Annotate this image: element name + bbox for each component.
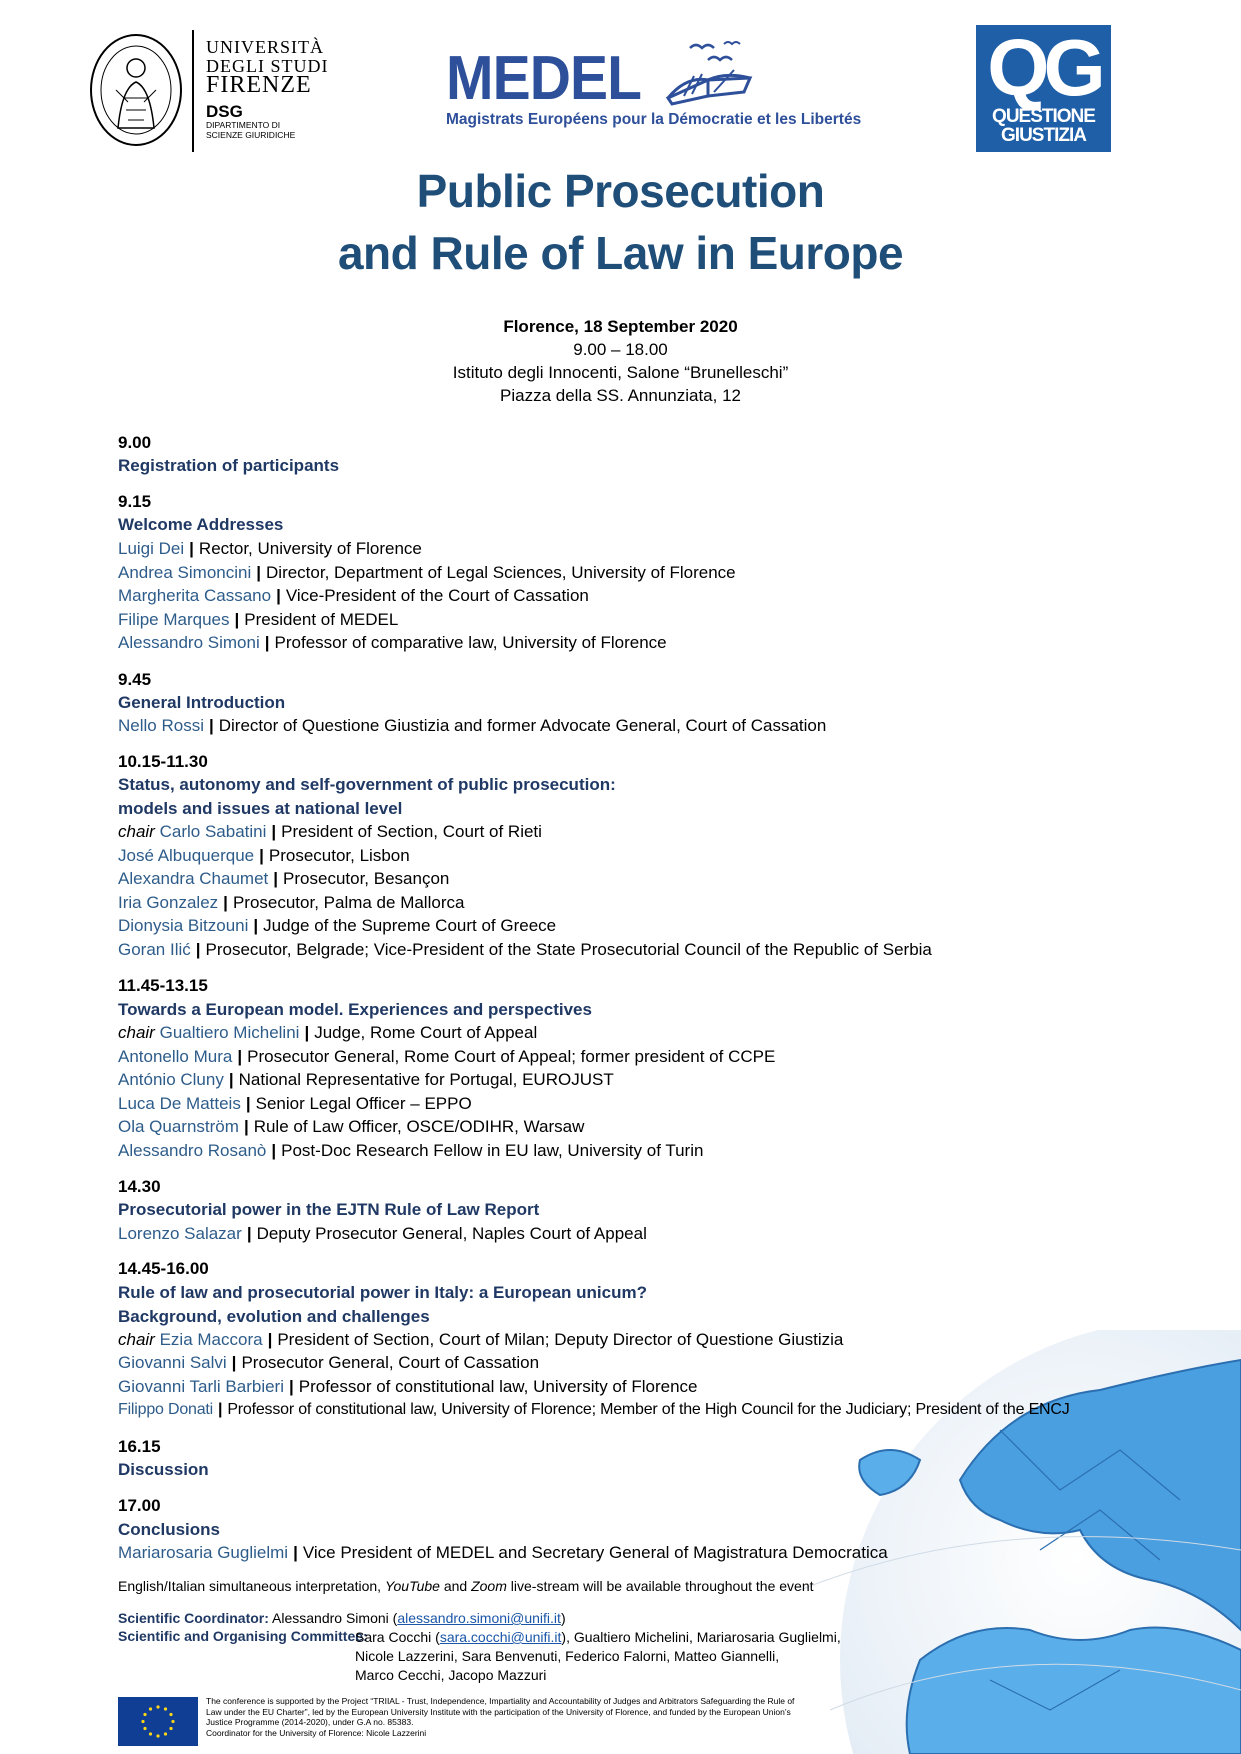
qg-logo-letters: QG	[987, 23, 1100, 112]
speaker-role: Judge of the Supreme Court of Greece	[263, 916, 557, 935]
event-hours: 9.00 – 18.00	[573, 340, 668, 359]
university-name	[206, 37, 329, 98]
speaker-line	[118, 867, 449, 890]
session-time: 14.30	[118, 1177, 161, 1196]
university-name-line2: DEGLI STUDI	[206, 56, 329, 76]
session-title: Prosecutorial power in the EJTN Rule of Law Report	[118, 1200, 540, 1219]
speaker-name: Luigi Dei	[118, 539, 185, 558]
speaker-name: José Albuquerque	[118, 846, 255, 865]
separator: |	[264, 633, 270, 652]
speaker-role: Rule of Law Officer, OSCE/ODIHR, Warsaw	[253, 1117, 585, 1136]
chair-line	[118, 1021, 537, 1044]
separator: |	[245, 1094, 251, 1113]
medel-tagline: Magistrats Européens pour la Démocratie et les Libertés	[446, 111, 862, 128]
speaker-role: Rector, University of Florence	[198, 539, 422, 558]
questione-giustizia-logo	[976, 25, 1111, 152]
session-time: 17.00	[118, 1496, 161, 1515]
open-book-birds-icon	[664, 36, 754, 106]
speaker-line	[118, 561, 736, 584]
separator: |	[256, 563, 262, 582]
speaker-line	[118, 891, 464, 914]
session-title: General Introduction	[118, 693, 286, 712]
speaker-name: Luca De Matteis	[118, 1094, 241, 1113]
speaker-line	[118, 584, 589, 607]
interpretation-text: English/Italian simultaneous interpretation,	[118, 1578, 385, 1594]
session-title-line2: Background, evolution and challenges	[118, 1307, 430, 1326]
speaker-line	[118, 1139, 703, 1162]
speaker-name: Antonello Mura	[118, 1047, 233, 1066]
speaker-role: Professor of constitutional law, University of Florence	[298, 1377, 698, 1396]
chair-line	[118, 1328, 843, 1351]
session-time: 16.15	[118, 1437, 161, 1456]
speaker-role: Professor of comparative law, University of Florence	[274, 633, 667, 652]
separator: |	[246, 1224, 252, 1243]
university-seal-logo	[88, 30, 184, 150]
logo-divider	[192, 30, 194, 152]
speaker-role: Prosecutor, Palma de Mallorca	[232, 893, 465, 912]
speaker-name: António Cluny	[118, 1070, 224, 1089]
separator: |	[223, 893, 228, 912]
speaker-line	[118, 1045, 775, 1068]
session-title-line2: models and issues at national level	[118, 799, 403, 818]
separator: |	[208, 716, 214, 735]
separator: |	[234, 610, 240, 629]
speaker-role: President of MEDEL	[244, 610, 399, 629]
interpretation-note	[118, 1578, 814, 1594]
session-title: Towards a European model. Experiences and perspectives	[118, 1000, 592, 1019]
coordinator-label: Scientific Coordinator:	[118, 1610, 269, 1626]
separator: |	[293, 1543, 298, 1562]
chair-line	[118, 820, 542, 843]
committee-label: Scientific and Organising Committee:	[118, 1628, 368, 1644]
session-title-line1: Status, autonomy and self-government of public prosecution:	[118, 775, 616, 794]
speaker-line	[118, 1375, 697, 1398]
speaker-name: Filippo Donati	[118, 1401, 214, 1418]
speaker-line	[118, 938, 932, 961]
committee-text: Sara Cocchi (	[355, 1629, 440, 1645]
speaker-name: Nello Rossi	[118, 716, 204, 735]
committee-members	[355, 1628, 841, 1685]
speaker-role: Senior Legal Officer – EPPO	[255, 1094, 472, 1113]
speaker-name: Iria Gonzalez	[118, 893, 219, 912]
university-name-line3: FIRENZE	[206, 72, 312, 98]
university-name-line1: UNIVERSITÀ	[206, 37, 324, 57]
speaker-line	[118, 1222, 647, 1245]
separator: |	[271, 822, 277, 841]
medel-logo-wordmark: MEDEL	[446, 44, 642, 113]
speaker-name: Carlo Sabatini	[159, 822, 267, 841]
speaker-role: Post-Doc Research Fellow in EU law, University of Turin	[281, 1141, 704, 1160]
interpretation-text: live-stream will be available throughout the event	[506, 1578, 814, 1594]
separator: |	[288, 1377, 294, 1396]
committee-line3: Marco Cecchi, Jacopo Mazzuri	[355, 1667, 547, 1683]
speaker-name: Gualtiero Michelini	[159, 1023, 300, 1042]
chair-label: chair	[118, 822, 155, 841]
speaker-line	[118, 1092, 472, 1115]
committee-text: ), Gualtiero Michelini, Mariarosaria Guglielmi,	[561, 1629, 841, 1645]
speaker-name: Alessandro Rosanò	[118, 1141, 267, 1160]
youtube-label: YouTube	[384, 1578, 440, 1594]
speaker-line	[118, 631, 667, 654]
session-time: 9.45	[118, 670, 152, 689]
speaker-role: Prosecutor, Lisbon	[268, 846, 410, 865]
speaker-line	[118, 1115, 584, 1138]
qg-logo-line2: GIUSTIZIA	[1001, 125, 1086, 146]
separator: |	[231, 1353, 237, 1372]
eu-flag-icon	[118, 1697, 198, 1746]
event-title-line1: Public Prosecution	[416, 165, 825, 217]
event-venue: Istituto degli Innocenti, Salone “Brunelleschi”	[452, 363, 789, 382]
speaker-line	[118, 608, 398, 631]
speaker-name: Giovanni Salvi	[118, 1353, 227, 1372]
session-time: 9.15	[118, 492, 152, 511]
coordinator-name: Alessandro Simoni (	[268, 1610, 398, 1626]
event-address: Piazza della SS. Annunziata, 12	[500, 386, 741, 405]
session-time: 11.45-13.15	[118, 976, 208, 995]
speaker-name: Giovanni Tarli Barbieri	[118, 1377, 284, 1396]
committee-line2: Nicole Lazzerini, Sara Benvenuti, Federico Falorni, Matteo Giannelli,	[355, 1648, 780, 1664]
speaker-role: Prosecutor General, Court of Cassation	[241, 1353, 540, 1372]
separator: |	[195, 940, 201, 959]
separator: |	[218, 1401, 223, 1418]
speaker-role: Prosecutor, Besançon	[283, 869, 450, 888]
session-title-line1: Rule of law and prosecutorial power in Italy: a European unicum?	[118, 1283, 647, 1302]
speaker-role: Vice-President of the Court of Cassation	[285, 586, 589, 605]
coordinator-email-link[interactable]: alessandro.simoni@unifi.it	[397, 1610, 561, 1626]
speaker-name: Andrea Simoncini	[118, 563, 252, 582]
speaker-role: National Representative for Portugal, EUROJUST	[238, 1070, 614, 1089]
speaker-name: Alessandro Simoni	[118, 633, 260, 652]
committee-line1	[355, 1628, 841, 1647]
speaker-name: Lorenzo Salazar	[118, 1224, 242, 1243]
speaker-line	[118, 1068, 614, 1091]
session-title: Discussion	[118, 1460, 209, 1479]
session-title: Registration of participants	[118, 456, 340, 475]
funding-line2: Law under the EU Charter”, led by the European University Institute with the participation of the University of Florence, and funded by the European Union’s	[206, 1706, 791, 1717]
separator: |	[259, 846, 264, 865]
separator: |	[243, 1117, 249, 1136]
speaker-role: Vice President of MEDEL and Secretary General of Magistratura Democratica	[302, 1543, 888, 1562]
session-time: 10.15-11.30	[118, 752, 208, 771]
separator: |	[273, 869, 279, 888]
speaker-name: Dionysia Bitzouni	[118, 916, 249, 935]
funding-line1: The conference is supported by the Project “TRIIAL - Trust, Independence, Impartiality and Accountability of Judges and Arbitrators Safeguarding the Rule of	[206, 1696, 795, 1706]
funding-line4: Coordinator for the University of Florence: Nicole Lazzerini	[206, 1727, 427, 1738]
separator: |	[253, 916, 259, 935]
zoom-label: Zoom	[471, 1578, 507, 1594]
department-name	[206, 120, 295, 140]
funding-note	[206, 1696, 806, 1738]
session-title: Conclusions	[118, 1520, 221, 1539]
speaker-line	[118, 1351, 539, 1374]
speaker-role: Prosecutor General, Rome Court of Appeal; former president of CCPE	[247, 1047, 776, 1066]
speaker-line	[118, 714, 826, 737]
speaker-line	[118, 844, 410, 867]
separator: |	[271, 1141, 277, 1160]
speaker-role: President of Section, Court of Rieti	[281, 822, 542, 841]
speaker-name: Margherita Cassano	[118, 586, 272, 605]
speaker-name: Ola Quarnström	[118, 1117, 239, 1136]
department-name-line2: SCIENZE GIURIDICHE	[206, 130, 296, 140]
scientific-coordinator	[118, 1609, 566, 1628]
separator: |	[189, 539, 194, 558]
speaker-line	[118, 1398, 1070, 1421]
department-abbreviation: DSG	[206, 102, 243, 121]
chair-label: chair	[118, 1023, 155, 1042]
speaker-role: Judge, Rome Court of Appeal	[314, 1023, 538, 1042]
separator: |	[267, 1330, 273, 1349]
speaker-name: Goran Ilić	[118, 940, 191, 959]
qg-logo-line1: QUESTIONE	[992, 106, 1095, 127]
speaker-name: Ezia Maccora	[159, 1330, 263, 1349]
separator: |	[237, 1047, 243, 1066]
speaker-role: Prosecutor, Belgrade; Vice-President of the State Prosecutorial Council of the Republic of Serbia	[205, 940, 932, 959]
session-time: 9.00	[118, 433, 152, 452]
committee-email-link[interactable]: sara.cocchi@unifi.it	[439, 1629, 562, 1645]
session-title: Welcome Addresses	[118, 515, 284, 534]
separator: |	[276, 586, 281, 605]
speaker-line	[118, 1541, 888, 1564]
session-time: 14.45-16.00	[118, 1259, 209, 1278]
speaker-name: Filipe Marques	[118, 610, 230, 629]
speaker-line	[118, 914, 556, 937]
speaker-role: Professor of constitutional law, University of Florence; Member of the High Council for the Judiciary; President of the ENCJ	[227, 1401, 1070, 1418]
speaker-line	[118, 537, 422, 560]
coordinator-close: )	[560, 1610, 566, 1626]
speaker-role: Deputy Prosecutor General, Naples Court of Appeal	[256, 1224, 647, 1243]
event-date: Florence, 18 September 2020	[503, 317, 738, 336]
speaker-role: President of Section, Court of Milan; Deputy Director of Questione Giustizia	[277, 1330, 844, 1349]
separator: |	[304, 1023, 310, 1042]
chair-label: chair	[118, 1330, 155, 1349]
speaker-name: Mariarosaria Guglielmi	[118, 1543, 289, 1562]
speaker-role: Director, Department of Legal Sciences, University of Florence	[266, 563, 736, 582]
speaker-name: Alexandra Chaumet	[118, 869, 269, 888]
speaker-role: Director of Questione Giustizia and former Advocate General, Court of Cassation	[218, 716, 827, 735]
interpretation-text: and	[439, 1578, 472, 1594]
separator: |	[228, 1070, 234, 1089]
department-name-line1: DIPARTIMENTO DI	[206, 120, 281, 130]
event-title-line2: and Rule of Law in Europe	[337, 227, 904, 279]
funding-line3: Justice Programme (2014-2020), under G.A no. 85383.	[206, 1717, 414, 1727]
